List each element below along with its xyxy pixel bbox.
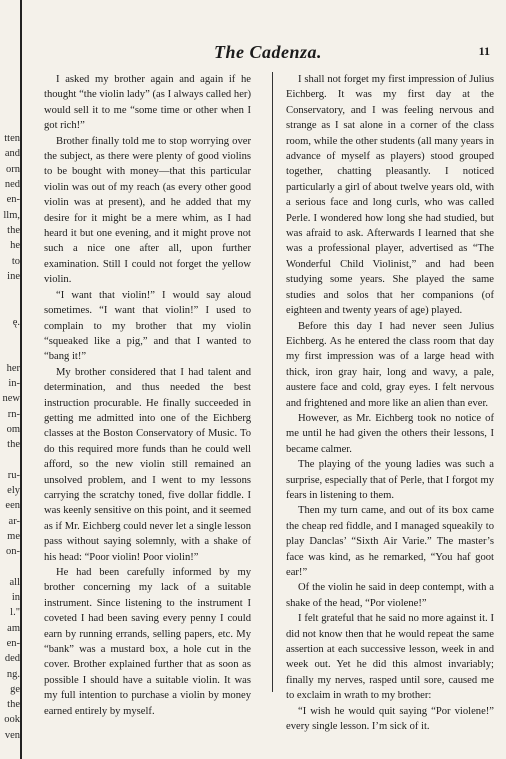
bleed-line: ar- [8, 515, 20, 527]
bleed-line: all [9, 576, 20, 588]
bleed-line: on- [6, 546, 20, 558]
bleed-line: om [6, 423, 20, 435]
paragraph: However, as Mr. Eichberg took no notice of me until he had given the others their lessons, I became calmer. [286, 412, 494, 455]
bleed-line: and [4, 148, 20, 160]
bleed-line: me [7, 530, 20, 542]
paragraph: I felt grateful that he said no more against it. I did not know then that he would repeat the same assertion at each successive lesson, week in and week out. Yet he did this almost invariably; finally my nerves, rasped until sore, caused me to exclaim in wrath to my brother: [286, 613, 494, 702]
paragraph: My brother considered that I had talent and determination, and thus needed the best instruction procurable. He finally succeeded in getting me admitted into one of the Eichberg classes at the Boston Conservatory of Music. To do this required more funds than he could well afford, so the new violin still remained an unsolved problem, and I went to my lessons carrying the scratchy toned, five dollar fiddle. I was keenly sensitive on this point, and it seemed as if Mr. Eichberg could never let a single lesson pass without saying solemnly, with a shake of his head: “Poor violin! Poor violin!” [44, 366, 251, 563]
bleed-line: ę. [12, 316, 20, 328]
bleed-line [0, 299, 20, 314]
bleed-line: en- [6, 194, 20, 206]
bleed-line: ook [4, 714, 20, 726]
bleed-line: to [11, 255, 20, 267]
running-header [40, 42, 496, 64]
bleed-line: ine [7, 270, 20, 282]
paragraph: Of the violin he said in deep contempt, with a shake of the head, “Por violene!” [286, 582, 494, 609]
bleed-line: ge [10, 683, 20, 695]
column-rule [272, 72, 273, 692]
bleed-line [0, 284, 20, 299]
bleed-line [0, 345, 20, 360]
paragraph: I asked my brother again and again if he thought “the violin lady” (as I always called her) would sell it to me “some time or other when I got rich!” [44, 74, 251, 132]
left-column [44, 72, 251, 719]
bleed-line: ded [4, 653, 20, 665]
bleed-line: ely [7, 485, 20, 497]
bleed-line [0, 116, 20, 131]
bleed-line: ng. [6, 668, 20, 680]
bleed-line: orn [6, 163, 20, 175]
bleed-line: en- [6, 637, 20, 649]
bleed-line: ven [4, 729, 20, 741]
page-gutter [20, 0, 22, 759]
bleed-line [0, 560, 20, 575]
bleed-line [0, 70, 20, 85]
bleed-line: the [7, 439, 20, 451]
bleed-line [0, 452, 20, 467]
bleed-line: he [10, 240, 20, 252]
bleed-line: ned [4, 179, 20, 191]
paragraph: “I want that violin!” I would say aloud sometimes. “I want that violin!” I used to complain to my brother that my violin “squeaked like a pig,” and that I wanted to “bang it!” [44, 289, 251, 363]
paragraph: Before this day I had never seen Julius Eichberg. As he entered the class room that day my first impression was of a large head with thick, iron gray hair, long and wavy, a pale, austere face and cold, gray eyes. I felt nervous and frightened and more like an alien than ever. [286, 320, 494, 409]
bleed-line: am [7, 622, 20, 634]
bleed-line: rn- [7, 408, 20, 420]
bleed-line: tten [4, 133, 20, 145]
page-number: 11 [478, 44, 490, 58]
bleed-line: ru- [7, 469, 20, 481]
paragraph: I shall not forget my first impression of Julius Eichberg. It was my first day at the Conservatory, and I was feeling nervous and strange as I sat alone in a corner of the class room, while the other students (all many years in advance of myself as players) stood grouped together, chatting pleasantly. I noticed particularly a girl of about twelve years old, with a serious face and long curls, who was called Perle. I wondered how long she had studied, but was afraid to ask. Afterwards I learned that she was a professional player, advertised as “The Wonderful Child Violinist,” and had been studying some years. She played the same studies and solos that her companions (of eighteen and twenty years of age) played. [286, 74, 494, 317]
bleed-line: the [7, 699, 20, 711]
bleed-line: her [6, 362, 20, 374]
bleed-line: the [7, 224, 20, 236]
bleed-line: llm, [3, 209, 20, 221]
paragraph: The playing of the young ladies was such a surprise, especially that of Perle, that I forgot my fears in listening to them. [286, 459, 494, 501]
adjacent-page-bleed [0, 70, 20, 759]
bleed-line [0, 85, 20, 100]
journal-title: The Cadenza. [213, 42, 322, 62]
bleed-line: in- [8, 377, 20, 389]
bleed-line: new [2, 393, 20, 405]
paragraph: He had been carefully informed by my brother concerning my lack of a suitable instrument. Since listening to the instrument I coveted I had been saving every penny I could earn by running errands, selling papers, etc. My “bank” was a mustard box, a hole cut in the cover. Brother explained further that as soon as possible I should have a suitable violin. It was my full intention to purchase a violin by money earned entirely by myself. [44, 567, 251, 717]
bleed-line: een [5, 500, 20, 512]
bleed-line: l." [10, 607, 20, 619]
bleed-line [0, 101, 20, 116]
paragraph: Then my turn came, and out of its box came the cheap red fiddle, and I managed squeakily to play Danclas’ “Sixth Air Varie.” The master’s face was kind, as he remarked, “You haf goot ear!” [286, 505, 494, 578]
paragraph: Brother finally told me to stop worrying over the subject, as there were plenty of good violins to be bought with money—that this particular violin was out of my reach (as every other good violin was at present), and he added that my desire for it might be a mere whim, as I had heard it but one evening, and it might prove not such a nice one after all, upon further examination. Still I could not forget the yellow violin. [44, 135, 251, 286]
right-column [286, 72, 494, 734]
bleed-line: in [11, 592, 20, 604]
bleed-line [0, 330, 20, 345]
paragraph: “I wish he would quit saying “Por violene!” every single lesson. I’m sick of it. [286, 705, 494, 733]
